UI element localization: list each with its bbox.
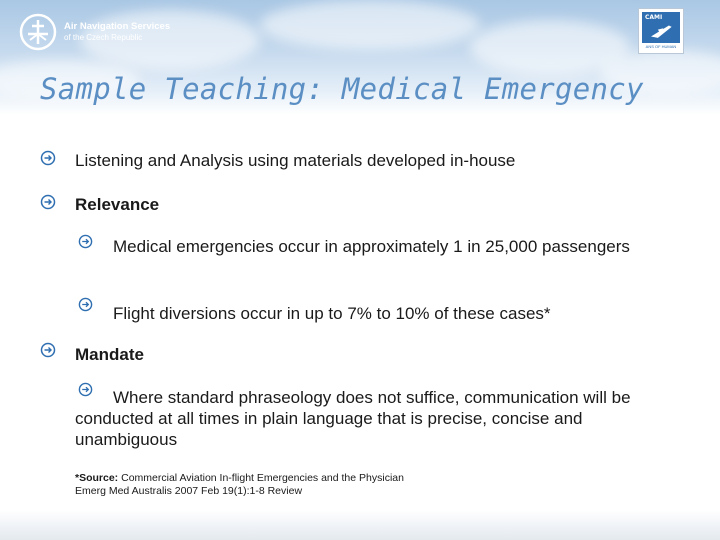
bottom-band (0, 510, 720, 540)
airplane-icon (646, 20, 678, 42)
arrow-circle-icon (40, 342, 56, 358)
sub-bullet-text: Medical emergencies occur in approximately 1 in 25,000 passengers (113, 237, 630, 256)
footnote-line1: Commercial Aviation In-flight Emergencies and the Physician (121, 472, 404, 484)
bullet-text: Listening and Analysis using materials developed in-house (75, 151, 516, 170)
bullet-heading: Mandate (75, 345, 144, 364)
arrow-circle-icon (40, 194, 56, 210)
footnote-line2: Emerg Med Australis 2007 Feb 19(1):1-8 Review (75, 485, 303, 497)
bullet-heading: Relevance (75, 195, 160, 214)
slide-title: Sample Teaching: Medical Emergency (40, 72, 644, 106)
sub-bullet-text: Where standard phraseology does not suffice, communication will be conducted at all times in plain language that is precise, concise and unambiguous (75, 388, 631, 449)
arrow-circle-icon (78, 297, 93, 312)
logo-line1: Air Navigation Services (64, 21, 171, 32)
arrow-circle-icon (40, 150, 56, 166)
ans-logo (18, 12, 170, 52)
cami-badge (638, 8, 684, 54)
logo-line2: of the Czech Republic (64, 33, 143, 42)
badge-label: CAMI (645, 14, 663, 21)
sub-bullet-text: Flight diversions occur in up to 7% to 10% of these cases* (113, 304, 551, 323)
source-footnote (75, 472, 404, 498)
ans-logo-icon (18, 12, 58, 52)
footnote-source-label: *Source: (75, 472, 119, 484)
badge-foot: ANS OF HUMAN (642, 43, 680, 50)
